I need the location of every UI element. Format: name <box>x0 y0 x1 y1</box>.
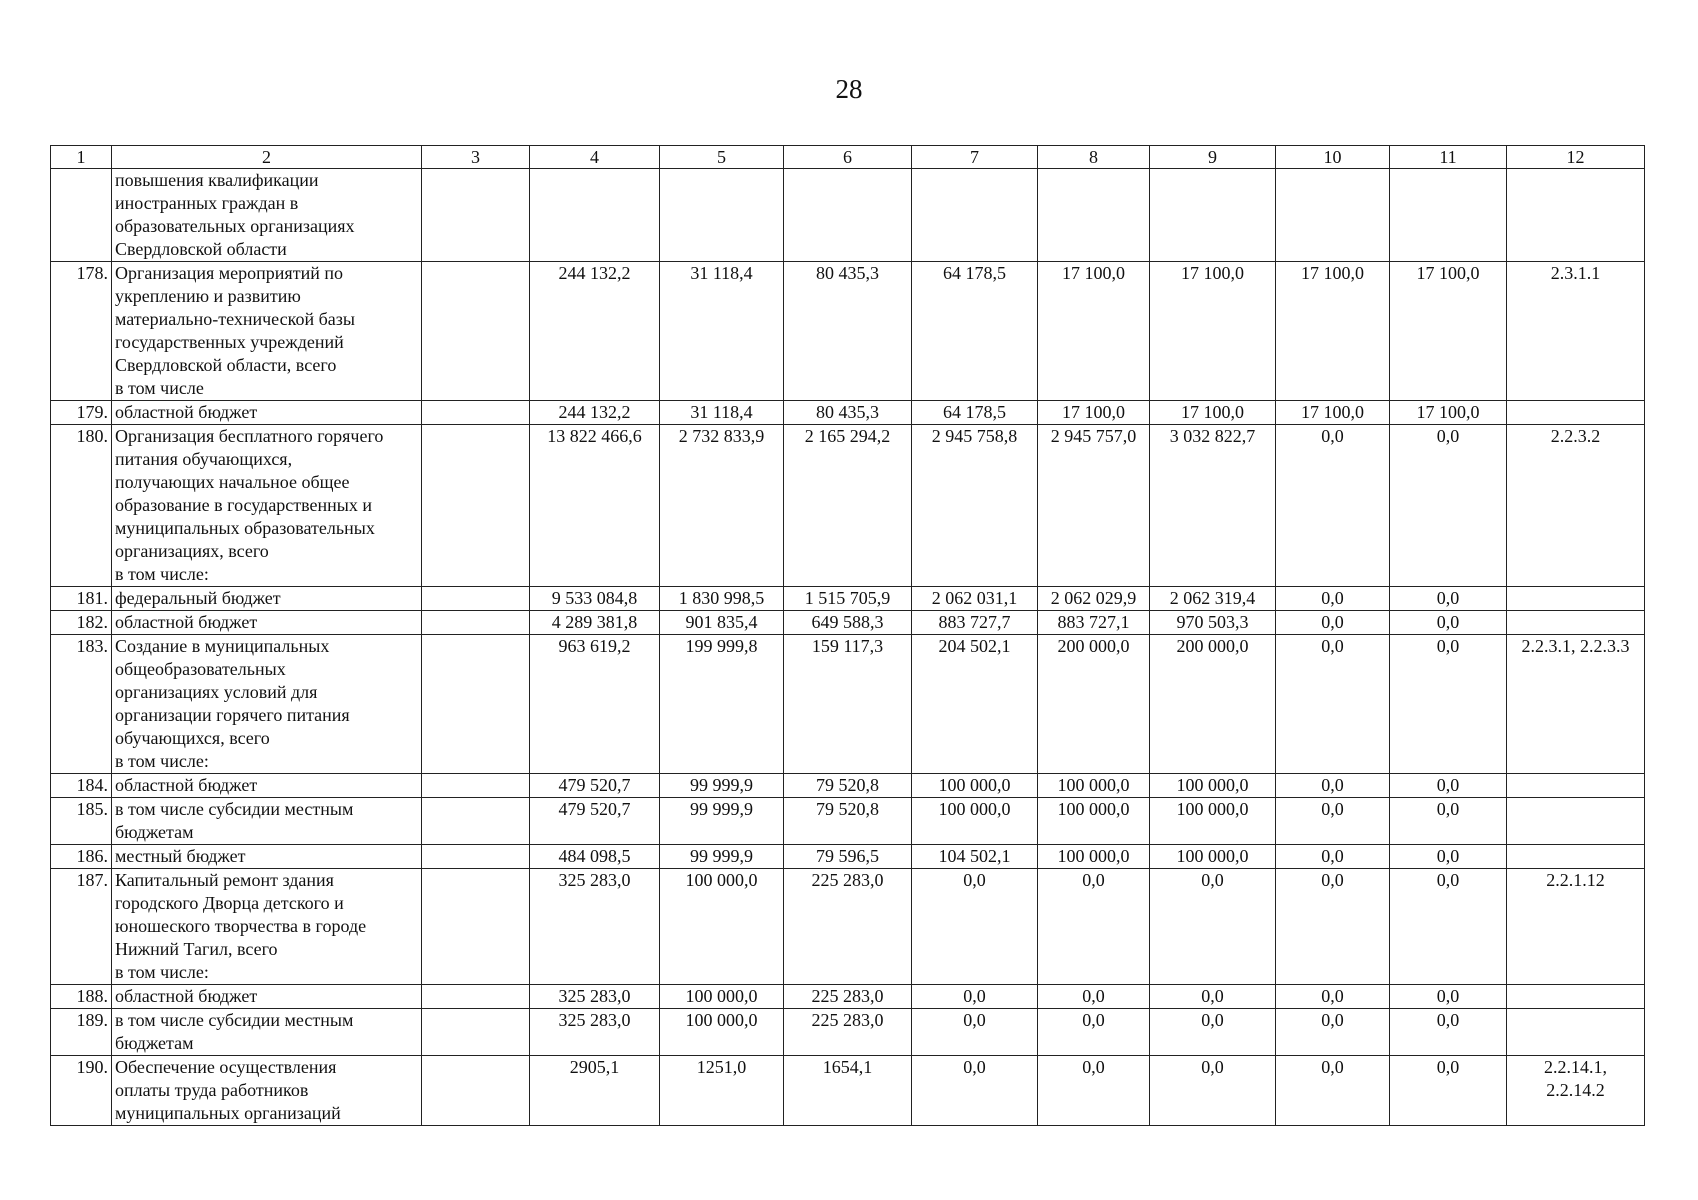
year-value-cell: 100 000,0 <box>1150 845 1276 869</box>
target-ref-cell: 2.2.3.1, 2.2.3.3 <box>1507 635 1645 774</box>
page-number: 28 <box>835 74 863 104</box>
year-value-cell: 0,0 <box>1276 1009 1390 1056</box>
year-value-cell: 0,0 <box>1390 1056 1507 1126</box>
total-value-cell: 9 533 084,8 <box>530 587 660 611</box>
year-value-cell: 0,0 <box>1390 798 1507 845</box>
year-value-cell: 17 100,0 <box>1276 262 1390 401</box>
row-number-cell: 186. <box>51 845 112 869</box>
table-row <box>51 425 1645 587</box>
year-value-cell: 204 502,1 <box>912 635 1038 774</box>
year-value-cell: 649 588,3 <box>784 611 912 635</box>
year-value-cell: 100 000,0 <box>1038 774 1150 798</box>
row-name-cell: Обеспечение осуществления оплаты труда работников муниципальных организаций <box>112 1056 422 1126</box>
year-value-cell: 100 000,0 <box>660 1009 784 1056</box>
row-name-cell: областной бюджет <box>112 985 422 1009</box>
year-value-cell: 99 999,9 <box>660 845 784 869</box>
year-value-cell: 17 100,0 <box>1038 401 1150 425</box>
total-value-cell: 4 289 381,8 <box>530 611 660 635</box>
table-row <box>51 635 1645 774</box>
year-value-cell: 0,0 <box>1038 1056 1150 1126</box>
year-value-cell: 0,0 <box>1390 985 1507 1009</box>
target-ref-cell <box>1507 611 1645 635</box>
year-value-cell: 0,0 <box>1276 869 1390 985</box>
row-name-cell: областной бюджет <box>112 401 422 425</box>
year-value-cell: 0,0 <box>1276 611 1390 635</box>
year-value-cell: 100 000,0 <box>912 798 1038 845</box>
year-value-cell: 2 062 031,1 <box>912 587 1038 611</box>
column-header: 9 <box>1150 146 1276 169</box>
row-name-cell: Организация бесплатного горячего питания обучающихся, получающих начальное общее образование в государственных и муниципальных образовательных организациях, всего в том числе: <box>112 425 422 587</box>
year-value-cell: 79 520,8 <box>784 798 912 845</box>
year-value-cell: 0,0 <box>1150 1009 1276 1056</box>
year-value-cell: 0,0 <box>1390 587 1507 611</box>
year-value-cell: 99 999,9 <box>660 774 784 798</box>
total-value-cell: 325 283,0 <box>530 869 660 985</box>
row-number-cell: 178. <box>51 262 112 401</box>
year-value-cell: 0,0 <box>1276 587 1390 611</box>
column-header: 10 <box>1276 146 1390 169</box>
year-value-cell: 3 032 822,7 <box>1150 425 1276 587</box>
col3-cell <box>422 1009 530 1056</box>
table-row <box>51 985 1645 1009</box>
year-value-cell: 31 118,4 <box>660 262 784 401</box>
year-value-cell: 225 283,0 <box>784 1009 912 1056</box>
column-header: 12 <box>1507 146 1645 169</box>
target-ref-cell: 2.3.1.1 <box>1507 262 1645 401</box>
year-value-cell <box>660 169 784 262</box>
col3-cell <box>422 425 530 587</box>
col3-cell <box>422 869 530 985</box>
year-value-cell: 0,0 <box>1038 985 1150 1009</box>
year-value-cell: 80 435,3 <box>784 262 912 401</box>
year-value-cell: 0,0 <box>1276 774 1390 798</box>
total-value-cell: 484 098,5 <box>530 845 660 869</box>
row-number-cell: 180. <box>51 425 112 587</box>
column-header: 5 <box>660 146 784 169</box>
target-ref-cell <box>1507 587 1645 611</box>
row-number-cell: 189. <box>51 1009 112 1056</box>
row-name-cell: областной бюджет <box>112 611 422 635</box>
year-value-cell: 104 502,1 <box>912 845 1038 869</box>
year-value-cell: 0,0 <box>1276 985 1390 1009</box>
year-value-cell: 2 945 757,0 <box>1038 425 1150 587</box>
total-value-cell: 479 520,7 <box>530 798 660 845</box>
col3-cell <box>422 401 530 425</box>
column-header: 2 <box>112 146 422 169</box>
year-value-cell: 0,0 <box>1276 845 1390 869</box>
row-number-cell: 181. <box>51 587 112 611</box>
col3-cell <box>422 262 530 401</box>
row-name-cell: повышения квалификации иностранных граждан в образовательных организациях Свердловской области <box>112 169 422 262</box>
col3-cell <box>422 845 530 869</box>
column-header: 4 <box>530 146 660 169</box>
total-value-cell: 479 520,7 <box>530 774 660 798</box>
col3-cell <box>422 774 530 798</box>
column-header: 3 <box>422 146 530 169</box>
year-value-cell <box>1390 169 1507 262</box>
year-value-cell: 0,0 <box>1038 869 1150 985</box>
col3-cell <box>422 985 530 1009</box>
year-value-cell <box>784 169 912 262</box>
year-value-cell: 0,0 <box>1276 425 1390 587</box>
year-value-cell: 100 000,0 <box>660 985 784 1009</box>
column-header: 11 <box>1390 146 1507 169</box>
year-value-cell: 0,0 <box>1390 774 1507 798</box>
year-value-cell: 100 000,0 <box>660 869 784 985</box>
year-value-cell: 0,0 <box>1150 869 1276 985</box>
total-value-cell: 325 283,0 <box>530 1009 660 1056</box>
target-ref-cell: 2.2.3.2 <box>1507 425 1645 587</box>
year-value-cell: 1 830 998,5 <box>660 587 784 611</box>
table-row <box>51 169 1645 262</box>
table-row <box>51 401 1645 425</box>
year-value-cell: 0,0 <box>1276 798 1390 845</box>
target-ref-cell <box>1507 845 1645 869</box>
year-value-cell: 225 283,0 <box>784 869 912 985</box>
year-value-cell: 0,0 <box>1150 985 1276 1009</box>
year-value-cell: 159 117,3 <box>784 635 912 774</box>
year-value-cell: 883 727,1 <box>1038 611 1150 635</box>
year-value-cell: 2 165 294,2 <box>784 425 912 587</box>
row-number-cell: 183. <box>51 635 112 774</box>
year-value-cell: 1 515 705,9 <box>784 587 912 611</box>
table-header <box>51 146 1645 169</box>
total-value-cell: 963 619,2 <box>530 635 660 774</box>
target-ref-cell <box>1507 401 1645 425</box>
row-name-cell: Капитальный ремонт здания городского Дворца детского и юношеского творчества в городе Нижний Тагил, всего в том числе: <box>112 869 422 985</box>
target-ref-cell: 2.2.14.1, 2.2.14.2 <box>1507 1056 1645 1126</box>
row-number-cell <box>51 169 112 262</box>
total-value-cell: 13 822 466,6 <box>530 425 660 587</box>
year-value-cell: 17 100,0 <box>1038 262 1150 401</box>
year-value-cell <box>912 169 1038 262</box>
year-value-cell: 0,0 <box>1390 869 1507 985</box>
target-ref-cell <box>1507 1009 1645 1056</box>
table-row <box>51 845 1645 869</box>
col3-cell <box>422 611 530 635</box>
row-number-cell: 187. <box>51 869 112 985</box>
year-value-cell <box>1150 169 1276 262</box>
table-row <box>51 1056 1645 1126</box>
year-value-cell: 199 999,8 <box>660 635 784 774</box>
table-row <box>51 798 1645 845</box>
year-value-cell: 970 503,3 <box>1150 611 1276 635</box>
year-value-cell: 2 062 319,4 <box>1150 587 1276 611</box>
year-value-cell: 64 178,5 <box>912 401 1038 425</box>
year-value-cell <box>1276 169 1390 262</box>
year-value-cell: 200 000,0 <box>1150 635 1276 774</box>
table-row <box>51 869 1645 985</box>
row-number-cell: 188. <box>51 985 112 1009</box>
year-value-cell: 0,0 <box>1390 1009 1507 1056</box>
row-name-cell: Организация мероприятий по укреплению и развитию материально-технической базы государственных учреждений Свердловской области, всего в том числе <box>112 262 422 401</box>
col3-cell <box>422 798 530 845</box>
table-row <box>51 1009 1645 1056</box>
year-value-cell: 1654,1 <box>784 1056 912 1126</box>
column-header: 1 <box>51 146 112 169</box>
total-value-cell <box>530 169 660 262</box>
year-value-cell: 100 000,0 <box>1038 798 1150 845</box>
row-number-cell: 184. <box>51 774 112 798</box>
year-value-cell: 0,0 <box>1390 611 1507 635</box>
year-value-cell: 0,0 <box>1038 1009 1150 1056</box>
row-name-cell: в том числе субсидии местным бюджетам <box>112 1009 422 1056</box>
target-ref-cell: 2.2.1.12 <box>1507 869 1645 985</box>
total-value-cell: 244 132,2 <box>530 262 660 401</box>
year-value-cell: 0,0 <box>912 1056 1038 1126</box>
year-value-cell: 31 118,4 <box>660 401 784 425</box>
row-number-cell: 179. <box>51 401 112 425</box>
header-row <box>51 146 1645 169</box>
col3-cell <box>422 1056 530 1126</box>
row-name-cell: областной бюджет <box>112 774 422 798</box>
col3-cell <box>422 587 530 611</box>
year-value-cell: 64 178,5 <box>912 262 1038 401</box>
year-value-cell: 0,0 <box>912 869 1038 985</box>
year-value-cell: 225 283,0 <box>784 985 912 1009</box>
target-ref-cell <box>1507 169 1645 262</box>
year-value-cell: 17 100,0 <box>1276 401 1390 425</box>
year-value-cell: 0,0 <box>1276 1056 1390 1126</box>
col3-cell <box>422 169 530 262</box>
budget-table <box>50 145 1645 1126</box>
year-value-cell: 100 000,0 <box>1150 774 1276 798</box>
target-ref-cell <box>1507 798 1645 845</box>
row-name-cell: Создание в муниципальных общеобразовательных организациях условий для организации горячего питания обучающихся, всего в том числе: <box>112 635 422 774</box>
year-value-cell <box>1038 169 1150 262</box>
column-header: 6 <box>784 146 912 169</box>
year-value-cell: 0,0 <box>912 985 1038 1009</box>
year-value-cell: 100 000,0 <box>1038 845 1150 869</box>
col3-cell <box>422 635 530 774</box>
column-header: 7 <box>912 146 1038 169</box>
year-value-cell: 17 100,0 <box>1150 401 1276 425</box>
year-value-cell: 0,0 <box>1150 1056 1276 1126</box>
year-value-cell: 17 100,0 <box>1150 262 1276 401</box>
table-row <box>51 774 1645 798</box>
target-ref-cell <box>1507 774 1645 798</box>
total-value-cell: 325 283,0 <box>530 985 660 1009</box>
row-number-cell: 190. <box>51 1056 112 1126</box>
year-value-cell: 0,0 <box>1390 425 1507 587</box>
year-value-cell: 0,0 <box>912 1009 1038 1056</box>
year-value-cell: 200 000,0 <box>1038 635 1150 774</box>
year-value-cell: 80 435,3 <box>784 401 912 425</box>
row-name-cell: федеральный бюджет <box>112 587 422 611</box>
row-name-cell: местный бюджет <box>112 845 422 869</box>
year-value-cell: 100 000,0 <box>912 774 1038 798</box>
year-value-cell: 883 727,7 <box>912 611 1038 635</box>
year-value-cell: 17 100,0 <box>1390 401 1507 425</box>
table-body <box>51 169 1645 1126</box>
row-name-cell: в том числе субсидии местным бюджетам <box>112 798 422 845</box>
year-value-cell: 17 100,0 <box>1390 262 1507 401</box>
total-value-cell: 244 132,2 <box>530 401 660 425</box>
table-row <box>51 587 1645 611</box>
year-value-cell: 2 945 758,8 <box>912 425 1038 587</box>
year-value-cell: 79 520,8 <box>784 774 912 798</box>
table-row <box>51 611 1645 635</box>
year-value-cell: 0,0 <box>1390 845 1507 869</box>
year-value-cell: 0,0 <box>1276 635 1390 774</box>
year-value-cell: 1251,0 <box>660 1056 784 1126</box>
year-value-cell: 2 062 029,9 <box>1038 587 1150 611</box>
total-value-cell: 2905,1 <box>530 1056 660 1126</box>
target-ref-cell <box>1507 985 1645 1009</box>
year-value-cell: 0,0 <box>1390 635 1507 774</box>
row-number-cell: 182. <box>51 611 112 635</box>
year-value-cell: 2 732 833,9 <box>660 425 784 587</box>
year-value-cell: 100 000,0 <box>1150 798 1276 845</box>
year-value-cell: 79 596,5 <box>784 845 912 869</box>
year-value-cell: 99 999,9 <box>660 798 784 845</box>
year-value-cell: 901 835,4 <box>660 611 784 635</box>
row-number-cell: 185. <box>51 798 112 845</box>
column-header: 8 <box>1038 146 1150 169</box>
table-row <box>51 262 1645 401</box>
